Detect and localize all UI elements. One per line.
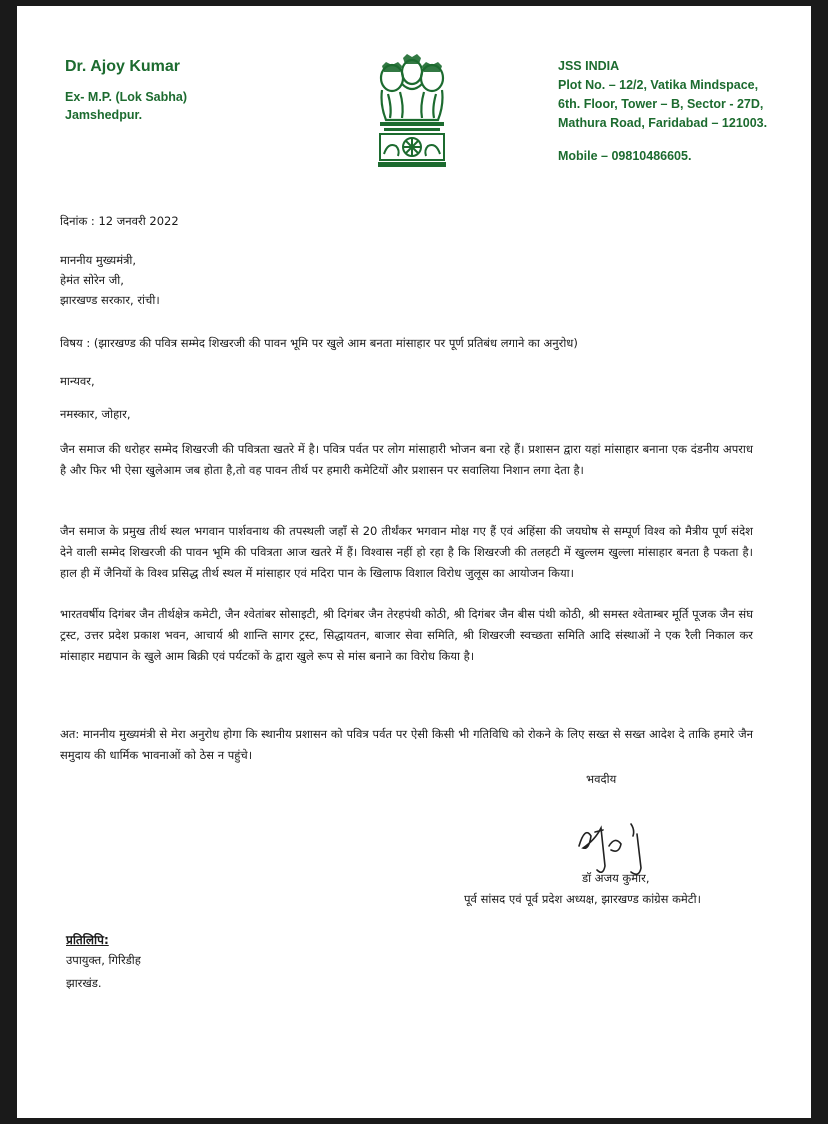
org-name: JSS INDIA (558, 59, 620, 73)
recipient-address (60, 250, 160, 310)
salutation: मान्यवर, (60, 374, 95, 388)
national-emblem-icon (372, 50, 452, 178)
body-paragraph-4: अत: माननीय मुख्यमंत्री से मेरा अनुरोध होगा कि स्थानीय प्रशासन को पवित्र पर्वत पर ऐसी किसी भी गतिविधि को रोकने के लिए सख्त से सख्त आदेश दे ताकि हमारे जैन समुदाय की धार्मिक भावनाओं को ठेस न पहुंचे। (60, 727, 753, 762)
body-paragraph-1: जैन समाज की धरोहर सम्मेद शिखरजी की पवित्रता खतरे में है। पवित्र पर्वत पर लोग मांसाहारी भोजन बना रहे हैं। प्रशासन द्वारा यहां मांसाहार बनाना एक दंडनीय अपराध है और फिर भी ऐसा खुलेआम जब होता है,तो वह पावन तीर्थ पर हमारी कमेटियों और प्रशासन पर सवालिया निशान लगा देता है। (60, 442, 753, 477)
recipient-line: हेमंत सोरेन जी, (60, 273, 124, 287)
signatory-title: पूर्व सांसद एवं पूर्व प्रदेश अध्यक्ष, झारखण्ड कांग्रेस कमेटी। (464, 892, 701, 906)
cc-label: प्रतिलिपि: (66, 933, 109, 947)
address-line-2: 6th. Floor, Tower – B, Sector - 27D, (558, 97, 764, 111)
letterhead-left (65, 58, 187, 124)
sender-name-heading: Dr. Ajoy Kumar (65, 58, 180, 75)
cc-recipient: झारखंड. (66, 976, 102, 990)
letter-date: दिनांक : 12 जनवरी 2022 (60, 214, 179, 228)
recipient-line: माननीय मुख्यमंत्री, (60, 253, 137, 267)
cc-recipient: उपायुक्त, गिरिडीह (66, 953, 141, 967)
recipient-line: झारखण्ड सरकार, रांची। (60, 293, 160, 307)
greeting: नमस्कार, जोहार, (60, 407, 131, 421)
body-paragraph-3: भारतवर्षीय दिगंबर जैन तीर्थक्षेत्र कमेटी, जैन श्वेतांबर सोसाइटी, श्री दिगंबर जैन तेरहपंथी कोठी, श्री दिगंबर जैन बीस पंथी कोठी, श्री समस्त श्वेताम्बर मूर्ति पूजक जैन संघ ट्रस्ट, उत्तर प्रदेश प्रकाश भवन, आचार्य श्री शान्ति सागर ट्रस्ट, सिद्धायतन, बाजार सेवा समिति, श्री शिखरजी स्वच्छता समिति आदि संस्थाओं ने एक रैली निकाल कर मांसाहार मद्यपान के खुले आम बिक्री एवं पर्यटकों के द्वारा खुले रूप से मांस बनाने का विरोध किया है। (60, 607, 753, 663)
subject-line: विषय : (झारखण्ड की पवित्र सम्मेद शिखरजी की पावन भूमि पर खुले आम बनता मांसाहार पर पूर्ण प्रतिबंध लगाने का अनुरोध) (60, 336, 578, 350)
letter-page (17, 6, 811, 1118)
handwritten-signature (575, 806, 675, 878)
address-line-3: Mathura Road, Faridabad – 121003. (558, 116, 768, 130)
address-line-1: Plot No. – 12/2, Vatika Mindspace, (558, 78, 759, 92)
body-paragraph-2: जैन समाज के प्रमुख तीर्थ स्थल भगवान पार्शवनाथ की तपस्थली जहाँ से 20 तीर्थंकर भगवान मोक्ष गए हैं एवं अहिंसा की जयघोष से सम्पूर्ण विश्व को मैत्रीय पूर्ण संदेश देने वाली सम्मेद शिखरजी की पावन भूमि की पवित्रता आज खतरे में हैं। विश्वास नहीं हो रहा है कि शिखरजी की तलहटी में खुल्लम खुल्ला मांसाहार बनता है पकता है। हाल ही में जैनियों के विश्व प्रसिद्ध तीर्थ स्थल में मांसाहार एवं मदिरा पान के खिलाफ विशाल विरोध जुलूस का आयोजन किया। (60, 524, 753, 580)
sender-city: Jamshedpur. (65, 108, 143, 122)
signatory-name: डॉ अजय कुमार, (582, 871, 650, 885)
letterhead-right (558, 57, 767, 166)
mobile-number: Mobile – 09810486605. (558, 149, 692, 163)
sender-designation: Ex- M.P. (Lok Sabha) (65, 90, 188, 104)
closing: भवदीय (586, 772, 617, 786)
